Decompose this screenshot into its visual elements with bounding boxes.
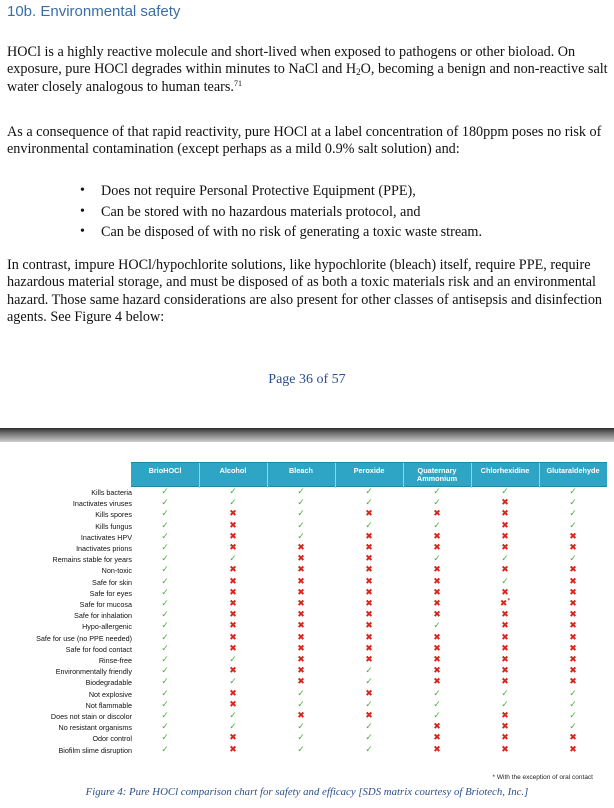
paragraph-text: HOCl is a highly reactive molecule and short-lived when exposed to pathogens or other bioload. On exposure, pure HOCl degrades within minutes to NaCl and H bbox=[7, 44, 576, 78]
cross-icon: ✖ bbox=[229, 520, 237, 531]
table-row bbox=[0, 543, 614, 554]
header-separator bbox=[267, 463, 268, 488]
check-icon: ✓ bbox=[161, 487, 169, 497]
row-label: Kills spores bbox=[95, 510, 132, 520]
check-icon: ✓ bbox=[161, 520, 169, 531]
cross-icon: ✖ bbox=[229, 688, 237, 699]
cross-icon: ✖ bbox=[297, 711, 305, 721]
table-row bbox=[0, 733, 614, 744]
check-icon: ✓ bbox=[297, 498, 305, 509]
cross-icon: ✖ bbox=[501, 531, 509, 542]
check-icon: ✓ bbox=[365, 520, 373, 531]
cross-icon: ✖ bbox=[501, 677, 509, 688]
row-label: Biodegradable bbox=[85, 678, 132, 688]
paragraph-hocl-reactivity bbox=[7, 44, 611, 96]
check-icon: ✓ bbox=[365, 677, 373, 688]
cross-icon: ✖ bbox=[569, 677, 577, 688]
cross-icon: ✖ bbox=[501, 621, 509, 632]
check-icon: ✓ bbox=[297, 531, 305, 542]
row-label: Safe for use (no PPE needed) bbox=[36, 633, 132, 643]
cross-icon: ✖ bbox=[501, 632, 509, 643]
check-icon: ✓ bbox=[365, 733, 373, 744]
check-icon: ✓ bbox=[569, 711, 577, 721]
check-icon: ✓ bbox=[501, 487, 509, 497]
check-icon: ✓ bbox=[569, 520, 577, 531]
cross-icon: ✖ bbox=[365, 688, 373, 699]
check-icon: ✓ bbox=[161, 621, 169, 632]
cross-icon: ✖ bbox=[365, 643, 373, 654]
check-icon: ✓ bbox=[161, 643, 169, 654]
cross-icon: ✖ bbox=[501, 498, 509, 509]
check-icon: ✓ bbox=[433, 487, 441, 497]
cross-icon: ✖ bbox=[569, 543, 577, 553]
check-icon: ✓ bbox=[161, 576, 169, 587]
cross-icon: ✖ bbox=[433, 543, 441, 553]
paragraph-text: O, becoming a benign and non-reactive salt water closely analogous to human tears. bbox=[7, 61, 608, 95]
cross-icon: ✖ bbox=[433, 531, 441, 542]
cross-icon: ✖ bbox=[229, 632, 237, 643]
cross-icon: ✖ bbox=[297, 632, 305, 643]
table-row bbox=[0, 722, 614, 733]
check-icon: ✓ bbox=[161, 498, 169, 509]
column-header: Peroxide bbox=[353, 466, 385, 475]
cross-icon: ✖ bbox=[229, 587, 237, 598]
table-row bbox=[0, 577, 614, 588]
table-row bbox=[0, 655, 614, 666]
cross-icon: ✖ bbox=[569, 655, 577, 665]
check-icon: ✓ bbox=[501, 688, 509, 699]
table-row bbox=[0, 599, 614, 610]
cross-icon: ✖ bbox=[569, 733, 577, 744]
check-icon: ✓ bbox=[365, 722, 373, 733]
cross-icon: ✖ bbox=[501, 520, 509, 531]
cross-icon: ✖ bbox=[297, 543, 305, 553]
check-icon: ✓ bbox=[297, 744, 305, 755]
cross-icon: ✖ bbox=[365, 610, 373, 621]
cross-icon: ✖ bbox=[365, 632, 373, 643]
table-row bbox=[0, 498, 614, 509]
cross-icon: ✖ bbox=[297, 666, 305, 677]
check-icon: ✓ bbox=[297, 733, 305, 744]
check-icon: ✓ bbox=[297, 688, 305, 699]
table-row bbox=[0, 521, 614, 532]
table-row bbox=[0, 610, 614, 621]
cross-icon: ✖ bbox=[433, 610, 441, 621]
check-icon: ✓ bbox=[433, 498, 441, 509]
cross-icon: ✖ bbox=[229, 509, 237, 520]
row-label: Odor control bbox=[92, 734, 132, 744]
cross-icon: ✖ bbox=[501, 655, 509, 665]
cross-icon: ✖ bbox=[365, 554, 373, 565]
reference-superscript: 71 bbox=[233, 78, 242, 88]
check-icon: ✓ bbox=[229, 655, 237, 665]
check-icon: ✓ bbox=[161, 610, 169, 621]
cross-icon: ✖ bbox=[365, 711, 373, 721]
footnote: * With the exception of oral contact bbox=[492, 774, 593, 781]
cross-icon: ✖ bbox=[433, 744, 441, 755]
check-icon: ✓ bbox=[297, 722, 305, 733]
check-icon: ✓ bbox=[433, 688, 441, 699]
row-label: Not flammable bbox=[85, 700, 132, 710]
table-row bbox=[0, 554, 614, 565]
check-icon: ✓ bbox=[569, 498, 577, 509]
check-icon: ✓ bbox=[433, 711, 441, 721]
bullet-item: • Can be stored with no hazardous materials protocol, and bbox=[80, 202, 482, 223]
check-icon: ✓ bbox=[161, 565, 169, 576]
cross-icon: ✖ bbox=[569, 610, 577, 621]
check-icon: ✓ bbox=[365, 699, 373, 710]
check-icon: ✓ bbox=[161, 655, 169, 665]
cross-icon: ✖ bbox=[365, 576, 373, 587]
column-header: Chlorhexidine bbox=[480, 466, 530, 475]
check-icon: ✓ bbox=[569, 688, 577, 699]
bullet-item: • Can be disposed of with no risk of generating a toxic waste stream. bbox=[80, 222, 482, 243]
cross-icon: ✖ bbox=[433, 599, 441, 609]
cross-icon: ✖ bbox=[569, 666, 577, 677]
row-label: Rinse-free bbox=[98, 656, 132, 665]
table-row bbox=[0, 677, 614, 688]
row-label: Hypo-allergenic bbox=[82, 622, 132, 632]
check-icon: ✓ bbox=[501, 699, 509, 710]
table-row bbox=[0, 689, 614, 700]
cross-icon: ✖ bbox=[229, 576, 237, 587]
cross-icon: ✖ bbox=[501, 610, 509, 621]
table-row bbox=[0, 565, 614, 576]
table-row bbox=[0, 532, 614, 543]
cross-icon: ✖ bbox=[229, 565, 237, 576]
cross-icon: ✖ bbox=[433, 666, 441, 677]
cross-icon: ✖ bbox=[365, 655, 373, 665]
check-icon: ✓ bbox=[433, 621, 441, 632]
cross-icon: ✖ bbox=[501, 643, 509, 654]
check-icon: ✓ bbox=[365, 744, 373, 755]
cross-icon: ✖ bbox=[229, 666, 237, 677]
cross-icon: ✖ bbox=[501, 744, 509, 755]
cross-icon: ✖ bbox=[297, 610, 305, 621]
figure-caption: Figure 4: Pure HOCl comparison chart for safety and efficacy [SDS matrix courtesy of Briotech, Inc.] bbox=[85, 786, 529, 798]
check-icon: ✓ bbox=[161, 711, 169, 721]
check-icon: ✓ bbox=[297, 520, 305, 531]
check-icon: ✓ bbox=[161, 543, 169, 553]
cross-icon: ✖ bbox=[433, 632, 441, 643]
subscript-2: 2 bbox=[356, 67, 361, 78]
check-icon: ✓ bbox=[161, 599, 169, 609]
table-row bbox=[0, 644, 614, 655]
check-icon: ✓ bbox=[161, 531, 169, 542]
header-separator bbox=[335, 463, 336, 488]
check-icon: ✓ bbox=[569, 554, 577, 565]
header-separator bbox=[199, 463, 200, 488]
check-icon: ✓ bbox=[229, 487, 237, 497]
cross-icon: ✖ bbox=[365, 543, 373, 553]
check-icon: ✓ bbox=[229, 677, 237, 688]
paragraph-contrast: In contrast, impure HOCl/hypochlorite solutions, like hypochlorite (bleach) itself, require PPE, require hazardous material storage, and must be disposed of as both a toxic materials risk and an environmental hazard. Those same hazard considerations are also present for other classes of antisepsis and disinfection agents. See Figure 4 below: bbox=[7, 257, 603, 326]
check-icon: ✓ bbox=[297, 487, 305, 497]
check-icon: ✓ bbox=[433, 554, 441, 565]
row-label: Safe for skin bbox=[92, 577, 132, 587]
cross-icon: ✖ bbox=[569, 565, 577, 576]
cross-icon: ✖ bbox=[297, 587, 305, 598]
bullet-list bbox=[80, 181, 482, 243]
cross-icon: ✖ bbox=[297, 655, 305, 665]
row-label: Kills fungus bbox=[95, 521, 132, 531]
check-icon: ✓ bbox=[161, 666, 169, 677]
check-icon: ✓ bbox=[569, 699, 577, 710]
check-icon: ✓ bbox=[569, 509, 577, 520]
table-row bbox=[0, 621, 614, 632]
cross-icon: ✖ bbox=[569, 621, 577, 632]
table-header bbox=[131, 462, 607, 487]
cross-icon: ✖ bbox=[229, 643, 237, 654]
check-icon: ✓ bbox=[161, 587, 169, 598]
cross-icon: ✖ bbox=[297, 643, 305, 654]
cross-icon: ✖ bbox=[569, 744, 577, 755]
cross-icon: ✖ bbox=[297, 677, 305, 688]
row-label: Not explosive bbox=[88, 689, 132, 699]
cross-icon: ✖ bbox=[569, 643, 577, 654]
asterisk-mark: * bbox=[507, 598, 511, 604]
check-icon: ✓ bbox=[365, 498, 373, 509]
cross-icon: ✖ bbox=[569, 599, 577, 609]
check-icon: ✓ bbox=[161, 688, 169, 699]
check-icon: ✓ bbox=[161, 554, 169, 565]
check-icon: ✓ bbox=[569, 722, 577, 733]
cross-icon: ✖ bbox=[229, 733, 237, 744]
column-header: Quaternary Ammonium bbox=[416, 466, 458, 483]
page-divider bbox=[0, 428, 614, 442]
row-label: Remains stable for years bbox=[52, 555, 132, 565]
check-icon: ✓ bbox=[433, 520, 441, 531]
table-row bbox=[0, 509, 614, 520]
cross-icon: ✖ bbox=[501, 733, 509, 744]
cross-icon: ✖ bbox=[229, 610, 237, 621]
check-icon: ✓ bbox=[229, 711, 237, 721]
cross-icon: ✖ bbox=[297, 621, 305, 632]
page-number: Page 36 of 57 bbox=[268, 372, 346, 387]
cross-icon: ✖ bbox=[501, 711, 509, 721]
check-icon: ✓ bbox=[501, 554, 509, 565]
column-header: Alcohol bbox=[219, 466, 247, 475]
table-row bbox=[0, 745, 614, 756]
check-icon: ✓ bbox=[161, 632, 169, 643]
cross-icon: ✖ bbox=[297, 576, 305, 587]
column-header: Bleach bbox=[289, 466, 313, 475]
table-row bbox=[0, 487, 614, 498]
check-icon: ✓ bbox=[229, 722, 237, 733]
header-separator bbox=[539, 463, 540, 488]
cross-icon: ✖ bbox=[501, 666, 509, 677]
cross-icon: ✖ bbox=[433, 565, 441, 576]
check-icon: ✓ bbox=[569, 487, 577, 497]
row-label: Safe for eyes bbox=[89, 588, 132, 598]
check-icon: ✓ bbox=[161, 699, 169, 710]
table-row bbox=[0, 666, 614, 677]
row-label: Does not stain or discolor bbox=[50, 712, 132, 721]
cross-icon: ✖ bbox=[433, 655, 441, 665]
table-row bbox=[0, 633, 614, 644]
cross-icon: ✖ bbox=[229, 543, 237, 553]
cross-icon: ✖ bbox=[365, 599, 373, 609]
cross-icon: ✖ bbox=[433, 643, 441, 654]
cross-icon: ✖ bbox=[365, 509, 373, 520]
header-separator bbox=[403, 463, 404, 488]
cross-icon: ✖ bbox=[569, 576, 577, 587]
cross-icon: ✖ bbox=[433, 677, 441, 688]
cross-icon: ✖ bbox=[365, 565, 373, 576]
row-label: Non-toxic bbox=[101, 566, 132, 576]
row-label: Environmentally friendly bbox=[55, 667, 132, 677]
row-label: Safe for food contact bbox=[65, 644, 132, 654]
row-label: Inactivates viruses bbox=[72, 499, 132, 509]
cross-icon: ✖ bbox=[501, 509, 509, 520]
cross-icon: ✖ bbox=[229, 531, 237, 542]
check-icon: ✓ bbox=[161, 509, 169, 520]
cross-icon: ✖ bbox=[297, 554, 305, 565]
check-icon: ✓ bbox=[161, 722, 169, 733]
cross-icon: ✖ bbox=[229, 599, 237, 609]
check-icon: ✓ bbox=[229, 498, 237, 509]
table-row bbox=[0, 711, 614, 722]
check-icon: ✓ bbox=[501, 576, 509, 587]
cross-icon: ✖ bbox=[569, 531, 577, 542]
section-heading: 10b. Environmental safety bbox=[7, 3, 181, 20]
row-label: Kills bacteria bbox=[91, 488, 132, 497]
bullet-item: • Does not require Personal Protective Equipment (PPE), bbox=[80, 181, 482, 202]
check-icon: ✓ bbox=[161, 744, 169, 755]
cross-icon: ✖ bbox=[569, 587, 577, 598]
cross-icon: ✖ bbox=[229, 699, 237, 710]
check-icon: ✓ bbox=[161, 733, 169, 744]
row-label: Biofilm slime disruption bbox=[58, 745, 132, 755]
paragraph-consequence: As a consequence of that rapid reactivity, pure HOCl at a label concentration of 180ppm poses no risk of environmental contamination (except perhaps as a mild 0.9% salt solution) and: bbox=[7, 124, 602, 158]
header-separator bbox=[471, 463, 472, 488]
row-label: Inactivates prions bbox=[76, 544, 132, 553]
cross-icon: ✖* bbox=[499, 598, 511, 609]
cross-icon: ✖ bbox=[297, 565, 305, 576]
check-icon: ✓ bbox=[365, 666, 373, 677]
cross-icon: ✖ bbox=[365, 531, 373, 542]
column-header: BrioHOCl bbox=[148, 466, 182, 475]
cross-icon: ✖ bbox=[433, 733, 441, 744]
cross-icon: ✖ bbox=[501, 722, 509, 733]
cross-icon: ✖ bbox=[297, 599, 305, 609]
cross-icon: ✖ bbox=[365, 621, 373, 632]
cross-icon: ✖ bbox=[433, 509, 441, 520]
row-label: Safe for inhalation bbox=[74, 611, 132, 621]
row-label: No resistant organisms bbox=[58, 723, 132, 733]
check-icon: ✓ bbox=[433, 699, 441, 710]
cross-icon: ✖ bbox=[229, 744, 237, 755]
cross-icon: ✖ bbox=[569, 632, 577, 643]
cross-icon: ✖ bbox=[501, 587, 509, 598]
column-header: Glutaraldehyde bbox=[546, 466, 600, 475]
cross-icon: ✖ bbox=[365, 587, 373, 598]
check-icon: ✓ bbox=[365, 487, 373, 497]
check-icon: ✓ bbox=[297, 509, 305, 520]
cross-icon: ✖ bbox=[501, 565, 509, 576]
cross-icon: ✖ bbox=[433, 722, 441, 733]
check-icon: ✓ bbox=[161, 677, 169, 688]
row-label: Safe for mucosa bbox=[79, 600, 132, 609]
cross-icon: ✖ bbox=[229, 621, 237, 632]
row-label: Inactivates HPV bbox=[80, 532, 132, 542]
cross-icon: ✖ bbox=[501, 543, 509, 553]
check-icon: ✓ bbox=[229, 554, 237, 565]
cross-icon: ✖ bbox=[433, 576, 441, 587]
cross-icon: ✖ bbox=[433, 587, 441, 598]
table-row bbox=[0, 588, 614, 599]
table-row bbox=[0, 700, 614, 711]
check-icon: ✓ bbox=[297, 699, 305, 710]
